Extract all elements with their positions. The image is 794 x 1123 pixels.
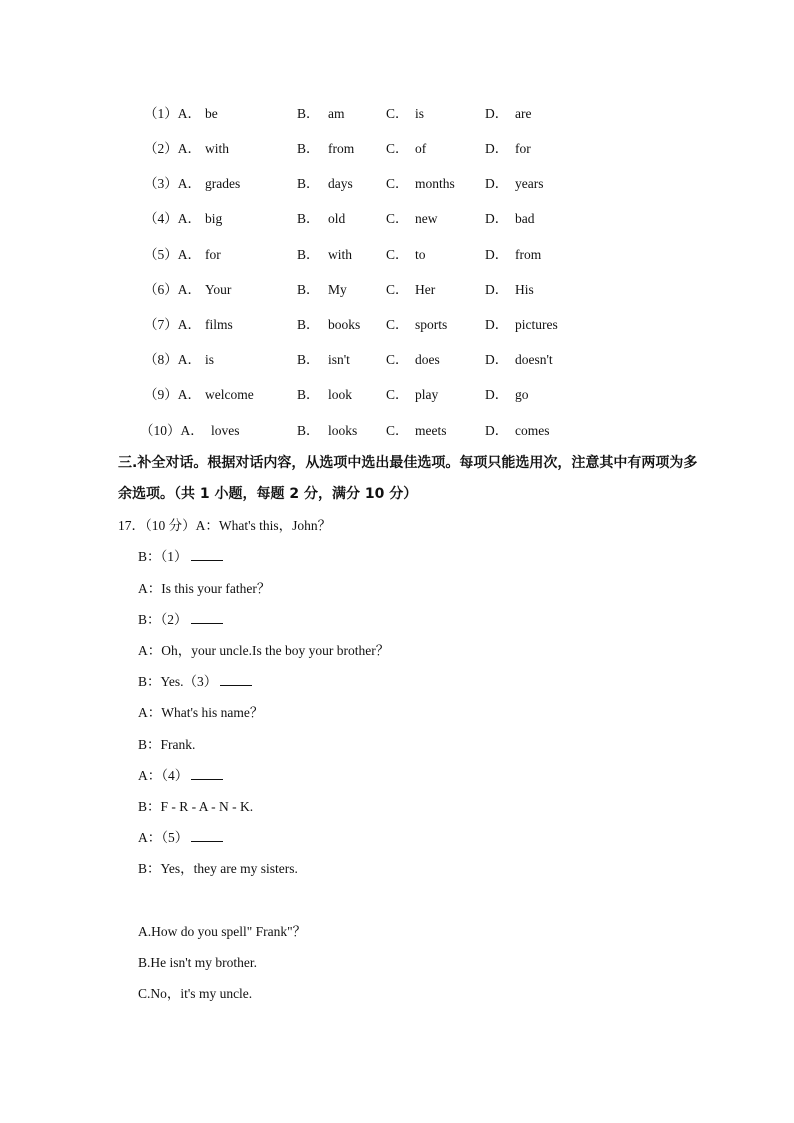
option-c: play (415, 387, 439, 402)
section-title: 三.补全对话。根据对话内容，从选项中选出最佳选项。每项只能选用次，注意其中有两项为多余选项。（共 1 小题，每题 2 分，满分 10 分） (118, 455, 698, 502)
option-d: pictures (515, 317, 558, 332)
option-b: am (328, 106, 345, 121)
option-a: grades (205, 176, 241, 191)
option-a: be (205, 106, 218, 121)
option-d: years (515, 176, 544, 191)
option-d: His (515, 282, 534, 297)
option-number: （2）A． (144, 141, 201, 156)
option-c: does (415, 352, 440, 367)
option-b: with (328, 247, 353, 262)
option-row (0, 174, 794, 194)
option-d: go (515, 387, 529, 402)
dialogue-line (138, 859, 298, 879)
dialogue-text: B：（2） (138, 612, 188, 627)
dialogue-text: B：Yes，they are my sisters. (138, 861, 298, 876)
option-row (0, 421, 794, 441)
dialogue-text: B：F - R - A - N - K. (138, 799, 254, 814)
option-d: bad (515, 211, 535, 226)
option-number: （7）A． (144, 317, 201, 332)
option-b-label: B． (297, 317, 320, 332)
option-b: look (328, 387, 353, 402)
dialogue-text: B：Yes.（3） (138, 674, 218, 689)
dialogue-line (138, 766, 223, 786)
dialogue-text: B：Frank. (138, 737, 196, 752)
option-row (0, 209, 794, 229)
option-c-label: C． (386, 211, 409, 226)
option-c: Her (415, 282, 436, 297)
option-b: isn't (328, 352, 350, 367)
option-d-label: D． (485, 141, 509, 156)
option-c-label: C． (386, 387, 409, 402)
option-c-label: C． (386, 282, 409, 297)
option-row (0, 104, 794, 124)
dialogue-text: A：（5） (138, 830, 189, 845)
option-b-label: B． (297, 387, 320, 402)
dialogue-line (138, 703, 263, 723)
option-c: to (415, 247, 426, 262)
option-d-label: D． (485, 176, 509, 191)
option-d: for (515, 141, 531, 156)
option-number: （5）A． (144, 247, 201, 262)
answer-blank[interactable] (220, 672, 252, 686)
option-c: of (415, 141, 427, 156)
option-a: Your (205, 282, 232, 297)
option-b-label: B． (297, 141, 320, 156)
option-d: doesn't (515, 352, 553, 367)
option-b-label: B． (297, 211, 320, 226)
option-a: big (205, 211, 223, 226)
option-c: sports (415, 317, 448, 332)
option-row (0, 280, 794, 300)
dialogue-text: A：（4） (138, 768, 189, 783)
option-number: （4）A． (144, 211, 201, 226)
option-d-label: D． (485, 387, 509, 402)
option-number: （6）A． (144, 282, 201, 297)
answer-choice: C.No，it's my uncle. (138, 986, 253, 1001)
option-d-label: D． (485, 211, 509, 226)
dialogue-line (138, 797, 253, 817)
option-d-label: D． (485, 247, 509, 262)
option-d: are (515, 106, 532, 121)
option-a: with (205, 141, 230, 156)
dialogue-line (138, 610, 223, 630)
option-d-label: D． (485, 282, 509, 297)
answer-blank[interactable] (191, 610, 223, 624)
option-number: （8）A． (144, 352, 201, 367)
dialogue-line (138, 641, 389, 661)
option-number: （9）A． (144, 387, 201, 402)
option-c-label: C． (386, 141, 409, 156)
option-b-label: B． (297, 247, 320, 262)
dialogue-text: B：（1） (138, 549, 188, 564)
option-number: （10）A． (140, 423, 204, 438)
dialogue-text: A：Oh，your uncle.Is the boy your brother？ (138, 643, 390, 658)
option-b: from (328, 141, 355, 156)
option-row (0, 350, 794, 370)
option-a: for (205, 247, 221, 262)
option-c: months (415, 176, 455, 191)
answer-blank[interactable] (191, 766, 223, 780)
option-c-label: C． (386, 106, 409, 121)
option-b-label: B． (297, 423, 320, 438)
answer-choice: A.How do you spell" Frank"？ (138, 924, 307, 939)
option-a: welcome (205, 387, 254, 402)
option-d-label: D． (485, 106, 509, 121)
option-c-label: C． (386, 423, 409, 438)
option-c-label: C． (386, 247, 409, 262)
option-b-label: B． (297, 176, 320, 191)
question-head: 17．（10 分）A：What's this，John？ (118, 518, 332, 533)
option-a: is (205, 352, 215, 367)
option-row (0, 315, 794, 335)
option-row (0, 385, 794, 405)
option-b: days (328, 176, 353, 191)
option-b-label: B． (297, 106, 320, 121)
option-d: from (515, 247, 542, 262)
answer-choice: B.He isn't my brother. (138, 955, 258, 970)
dialogue-text: A：What's his name？ (138, 705, 264, 720)
option-b: books (328, 317, 361, 332)
option-b: old (328, 211, 346, 226)
dialogue-line (138, 735, 195, 755)
option-a: films (205, 317, 233, 332)
option-d-label: D． (485, 352, 509, 367)
option-b: looks (328, 423, 358, 438)
option-a: loves (211, 423, 240, 438)
option-c: is (415, 106, 425, 121)
option-c: new (415, 211, 438, 226)
dialogue-line (138, 672, 252, 692)
dialogue-line (138, 547, 223, 567)
option-d: comes (515, 423, 550, 438)
option-number: （1）A． (144, 106, 201, 121)
option-number: （3）A． (144, 176, 201, 191)
option-c-label: C． (386, 352, 409, 367)
option-b: My (328, 282, 347, 297)
dialogue-line (138, 579, 270, 599)
option-c-label: C． (386, 176, 409, 191)
option-c-label: C． (386, 317, 409, 332)
option-b-label: B． (297, 352, 320, 367)
option-d-label: D． (485, 423, 509, 438)
answer-blank[interactable] (191, 828, 223, 842)
option-b-label: B． (297, 282, 320, 297)
option-row (0, 245, 794, 265)
option-d-label: D． (485, 317, 509, 332)
option-c: meets (415, 423, 447, 438)
option-row (0, 139, 794, 159)
dialogue-line (138, 828, 223, 848)
dialogue-text: A：Is this your father？ (138, 581, 271, 596)
answer-blank[interactable] (191, 547, 223, 561)
